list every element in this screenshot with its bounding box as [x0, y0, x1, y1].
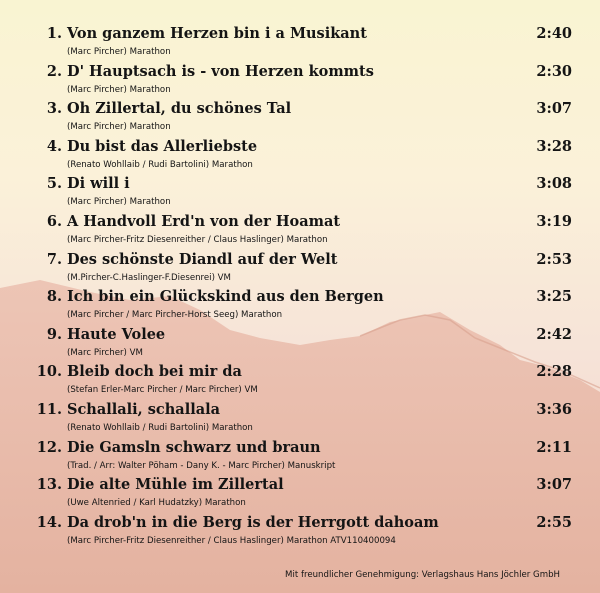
track-title: Bleib doch bei mir da: [67, 363, 242, 381]
track-credits: (Marc Pircher / Marc Pircher-Horst Seeg) Marathon: [67, 310, 283, 321]
track-duration: 2:55: [536, 513, 572, 531]
track-row: [0, 476, 600, 514]
track-number: 12.: [36, 438, 62, 456]
track-number: 4.: [46, 137, 62, 155]
track-row: [0, 100, 600, 138]
track-title: Die alte Mühle im Zillertal: [67, 476, 284, 494]
track-row: [0, 363, 600, 401]
track-credits: (Marc Pircher) Marathon: [67, 197, 171, 208]
track-number: 6.: [46, 213, 62, 230]
track-row: [0, 25, 600, 63]
track-duration: 3:36: [536, 401, 572, 418]
track-title: D' Hauptsach is - von Herzen kommts: [67, 62, 374, 80]
track-number: 9.: [46, 325, 62, 343]
track-title: Schallali, schallala: [67, 401, 221, 418]
track-title: Von ganzem Herzen bin i a Musikant: [67, 25, 367, 42]
track-row: [0, 63, 600, 101]
track-row: [0, 326, 600, 364]
track-credits: (Marc Pircher) Marathon: [67, 47, 171, 57]
track-duration: 2:42: [536, 325, 572, 343]
track-number: 7.: [46, 250, 62, 268]
track-credits: (M.Pircher-C.Haslinger-F.Diesenrei) VM: [67, 272, 231, 283]
track-row: [0, 175, 600, 213]
track-duration: 2:30: [536, 62, 572, 80]
track-number: 2.: [46, 62, 62, 80]
track-duration: 2:40: [536, 25, 572, 42]
track-row: [0, 213, 600, 251]
copyright-notice: Mit freundlicher Genehmigung: Verlagshaus Hans Jöchler GmbH: [285, 570, 560, 580]
track-duration: 3:07: [536, 100, 572, 118]
track-credits: (Stefan Erler-Marc Pircher / Marc Pircher) VM: [67, 385, 258, 396]
track-title: Da drob'n in die Berg is der Herrgott dahoam: [67, 513, 439, 531]
track-title: Haute Volee: [67, 325, 166, 343]
track-title: Die Gamsln schwarz und braun: [67, 438, 321, 456]
track-credits: (Marc Pircher-Fritz Diesenreither / Claus Haslinger) Marathon ATV110400094: [67, 535, 396, 546]
track-title: Di will i: [67, 175, 130, 193]
track-duration: 3:28: [536, 137, 572, 155]
track-duration: 2:11: [536, 438, 572, 456]
track-title: Du bist das Allerliebste: [67, 137, 258, 155]
track-row: [0, 439, 600, 477]
track-title: A Handvoll Erd'n von der Hoamat: [67, 213, 341, 230]
track-number: 5.: [46, 175, 62, 193]
track-duration: 2:53: [536, 250, 572, 268]
track-number: 8.: [46, 288, 62, 306]
track-title: Ich bin ein Glückskind aus den Bergen: [67, 288, 384, 306]
track-credits: (Trad. / Arr: Walter Pöham - Dany K. - Marc Pircher) Manuskript: [67, 460, 336, 471]
track-number: 1.: [46, 25, 62, 42]
track-duration: 3:25: [536, 288, 572, 306]
track-number: 3.: [46, 100, 62, 118]
track-duration: 3:08: [536, 175, 572, 193]
track-credits: (Marc Pircher-Fritz Diesenreither / Claus Haslinger) Marathon: [67, 235, 328, 245]
track-row: [0, 401, 600, 439]
track-row: [0, 138, 600, 176]
track-credits: (Marc Pircher) VM: [67, 347, 143, 358]
track-number: 13.: [36, 476, 62, 494]
track-number: 11.: [36, 401, 62, 418]
track-credits: (Renato Wohllaib / Rudi Bartolini) Marathon: [67, 159, 253, 170]
track-row: [0, 288, 600, 326]
track-row: [0, 514, 600, 552]
track-row: [0, 251, 600, 289]
track-number: 10.: [36, 363, 62, 381]
track-credits: (Renato Wohllaib / Rudi Bartolini) Marathon: [67, 423, 253, 433]
track-credits: (Uwe Altenried / Karl Hudatzky) Marathon: [67, 498, 246, 509]
track-title: Des schönste Diandl auf der Welt: [67, 250, 338, 268]
track-duration: 3:19: [536, 213, 572, 230]
track-number: 14.: [36, 513, 62, 531]
track-credits: (Marc Pircher) Marathon: [67, 84, 171, 95]
track-duration: 3:07: [536, 476, 572, 494]
track-credits: (Marc Pircher) Marathon: [67, 122, 171, 133]
track-duration: 2:28: [536, 363, 572, 381]
track-title: Oh Zillertal, du schönes Tal: [67, 100, 292, 118]
